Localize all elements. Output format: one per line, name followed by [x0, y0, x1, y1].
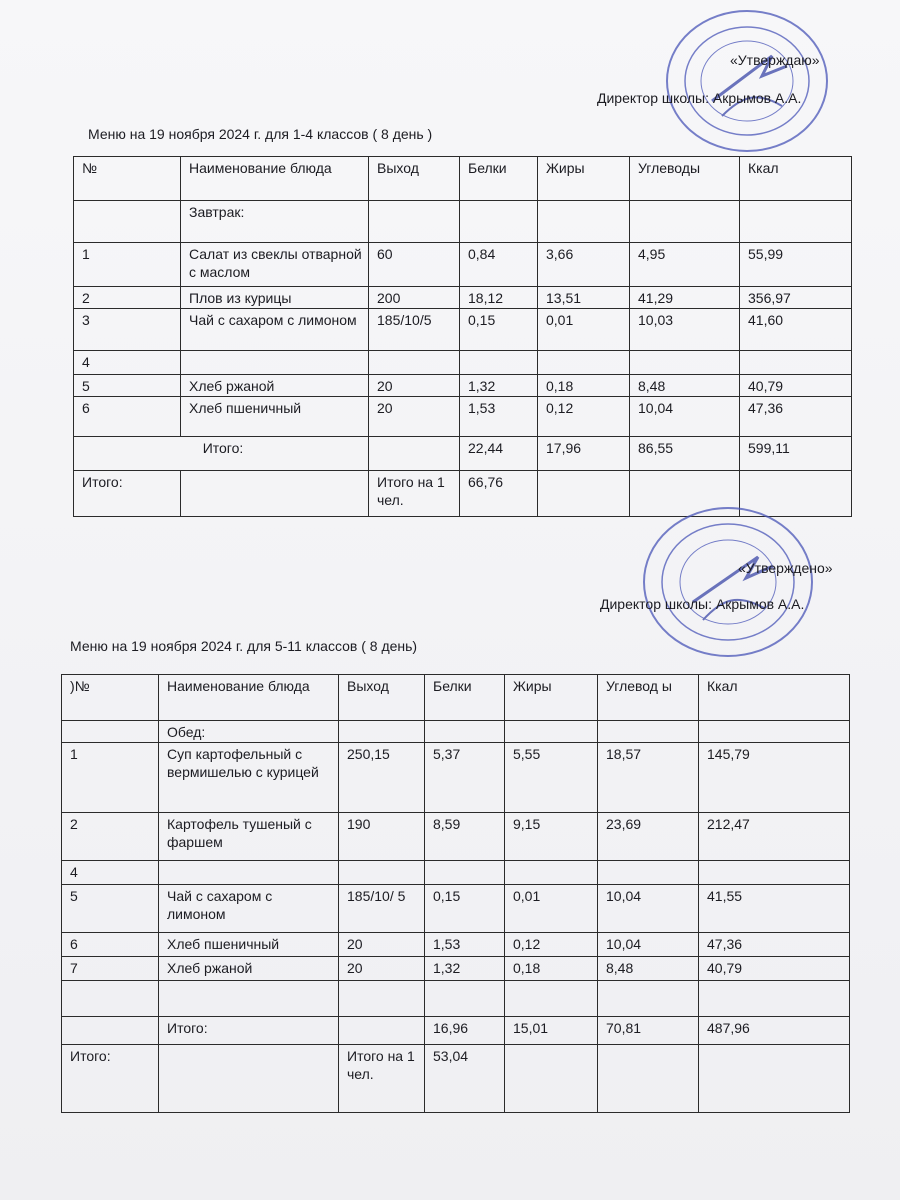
table-row: [62, 981, 850, 1017]
per-person-row: [62, 1045, 850, 1113]
column-header: Жиры: [505, 675, 598, 721]
section-row: [74, 201, 852, 243]
column-header: Ккал: [699, 675, 850, 721]
footer-label: Итого:: [74, 471, 181, 517]
table-row: 4: [74, 351, 852, 375]
section-label: Завтрак:: [181, 201, 369, 243]
column-header: Углевод ы: [598, 675, 699, 721]
director-signature-line: Директор школы: Акрымов А.А.: [597, 90, 802, 106]
column-header: Наименование блюда: [181, 157, 369, 201]
table-row: 2 Плов из курицы 200 18,12 13,51 41,29 356,97: [74, 287, 852, 309]
section-label: Обед:: [159, 721, 339, 743]
table-row: 4: [62, 861, 850, 885]
director-signature-line: Директор школы: Акрымов А.А.: [600, 596, 805, 612]
column-header: Ккал: [740, 157, 852, 201]
table-row: 5 Хлеб ржаной 20 1,32 0,18 8,48 40,79: [74, 375, 852, 397]
footer-label: Итого:: [62, 1045, 159, 1113]
column-header: Жиры: [538, 157, 630, 201]
column-header: Наименование блюда: [159, 675, 339, 721]
per-person-value: 66,76: [460, 471, 538, 517]
menu-title: Меню на 19 ноября 2024 г. для 1-4 классов ( 8 день ): [88, 126, 433, 142]
menu-table-grades-5-11: [61, 674, 850, 1113]
school-seal-stamp: [638, 502, 818, 662]
total-row: Итого: 22,44 17,96 86,55 599,11: [74, 437, 852, 471]
table-row: 5 Чай с сахаром с лимоном 185/10/ 5 0,15 0,01 10,04 41,55: [62, 885, 850, 933]
column-header: )№: [62, 675, 159, 721]
column-header: Выход: [369, 157, 460, 201]
column-header: Белки: [425, 675, 505, 721]
column-header: №: [74, 157, 181, 201]
table-row: 6 Хлеб пшеничный 20 1,53 0,12 10,04 47,36: [62, 933, 850, 957]
menu-table-grades-1-4: [73, 156, 852, 517]
per-person-label: Итого на 1 чел.: [369, 471, 460, 517]
approval-label: «Утверждаю»: [730, 52, 820, 68]
per-person-label: Итого на 1 чел.: [339, 1045, 425, 1113]
column-header: Углеводы: [630, 157, 740, 201]
section-row: [62, 721, 850, 743]
menu-title: Меню на 19 ноября 2024 г. для 5-11 классов ( 8 день): [70, 638, 418, 654]
table-row: 7 Хлеб ржаной 20 1,32 0,18 8,48 40,79: [62, 957, 850, 981]
total-row: Итого: 16,96 15,01 70,81 487,96: [62, 1017, 850, 1045]
school-seal-stamp: [662, 6, 832, 156]
table-row: 6 Хлеб пшеничный 20 1,53 0,12 10,04 47,36: [74, 397, 852, 437]
approval-label: «Утверждено»: [738, 560, 833, 576]
table-header-row: [62, 675, 850, 721]
table-row: 1 Суп картофельный с вермишелью с курицей 250,15 5,37 5,55 18,57 145,79: [62, 743, 850, 813]
table-row: 2 Картофель тушеный с фаршем 190 8,59 9,15 23,69 212,47: [62, 813, 850, 861]
column-header: Белки: [460, 157, 538, 201]
column-header: Выход: [339, 675, 425, 721]
per-person-value: 53,04: [425, 1045, 505, 1113]
table-row: 1 Салат из свеклы отварной с маслом 60 0,84 3,66 4,95 55,99: [74, 243, 852, 287]
total-label: Итого:: [74, 437, 369, 471]
table-row: 3 Чай с сахаром с лимоном 185/10/5 0,15 0,01 10,03 41,60: [74, 309, 852, 351]
table-header-row: [74, 157, 852, 201]
total-label: Итого:: [159, 1017, 339, 1045]
